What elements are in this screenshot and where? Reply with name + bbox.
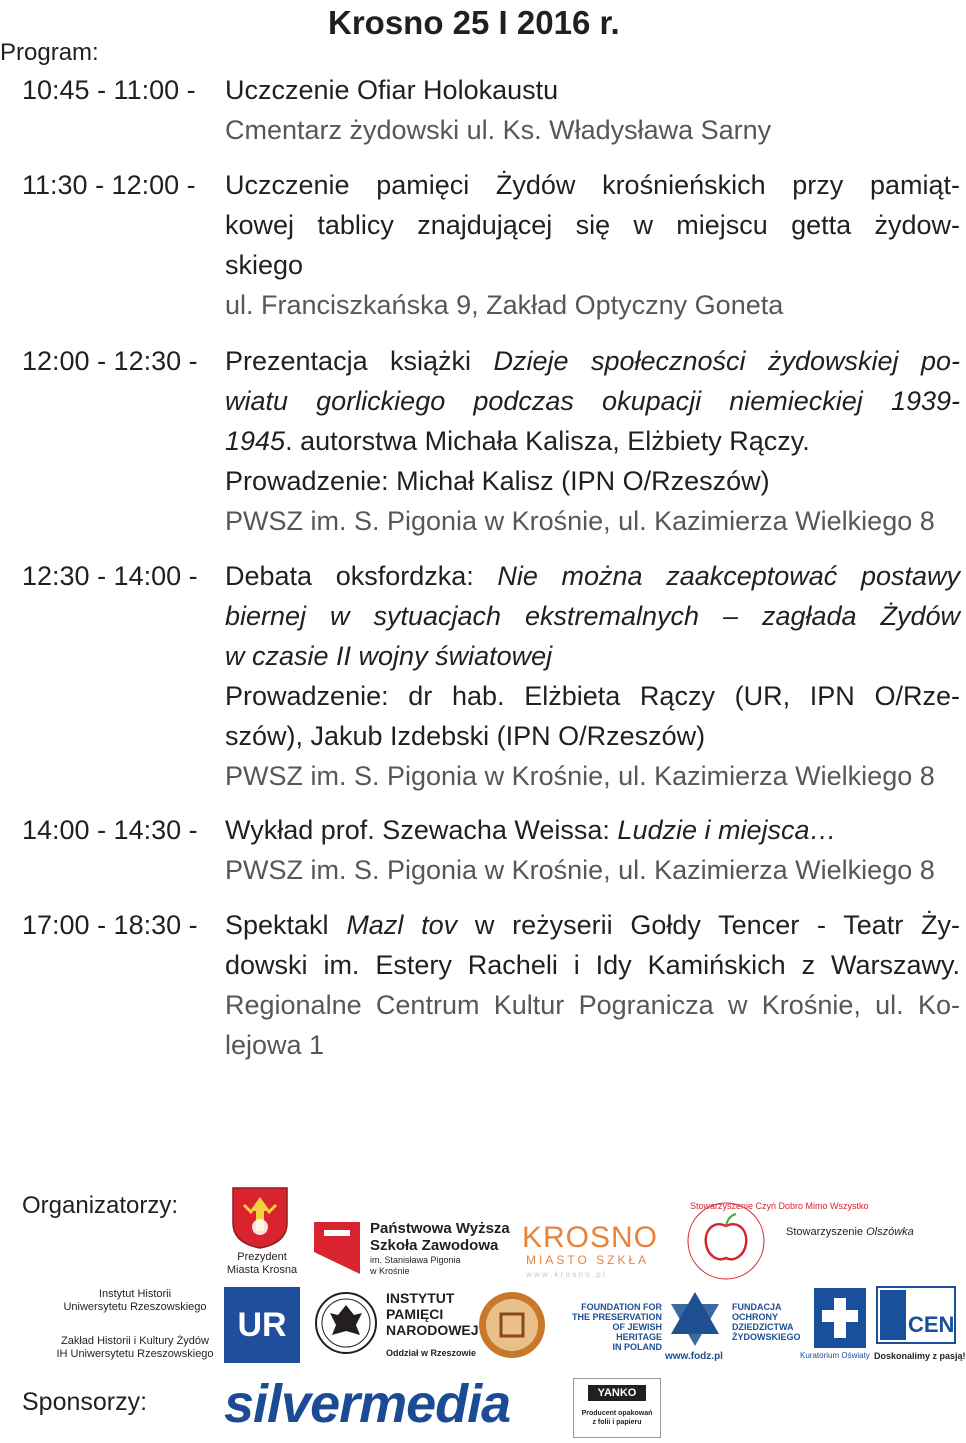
event-line	[225, 341, 960, 381]
debate-title: w czasie II wojny światowej	[225, 641, 553, 671]
fodz-en-line: OF JEWISH HERITAGE	[612, 1322, 662, 1342]
debate-title: Nie można zaakceptować postawy	[497, 561, 960, 591]
ipn-name-line: NARODOWEJ	[386, 1322, 479, 1338]
event-location: Regionalne Centrum Kultur Pogranicza w Krośnie, ul. Ko-	[225, 990, 960, 1020]
stowarzyszenie-olszowka	[786, 1226, 914, 1239]
fodz-pl-line: FUNDACJA	[732, 1302, 782, 1312]
yanko-tagline-line: z folii i papieru	[592, 1419, 642, 1426]
pwsz-name-line: Państwowa Wyższa	[370, 1220, 510, 1237]
event-line: dowski im. Estery Racheli i Idy Kamińskich z Warszawy.	[225, 950, 960, 980]
krosno-subtitle: MIASTO SZKŁA	[526, 1253, 650, 1267]
yanko-tagline	[574, 1409, 660, 1427]
book-title: wiatu gorlickiego podczas okupacji niemieckiej 1939-	[225, 386, 960, 416]
krosno-coat-of-arms-logo	[230, 1185, 290, 1250]
pwsz-patron-line: w Krośnie	[370, 1266, 410, 1276]
sponsors-label: Sponsorzy:	[22, 1388, 148, 1416]
kuratorium-label: Kuratorium Oświaty	[800, 1351, 870, 1360]
fodz-en-line: IN POLAND	[612, 1342, 662, 1352]
zhk-label	[50, 1335, 220, 1361]
stowarzyszenie-olszowka-text: Stowarzyszenie	[786, 1226, 867, 1238]
event-description	[225, 810, 960, 890]
event-line	[225, 556, 960, 596]
krosno-logo: KROSNO	[522, 1221, 659, 1254]
event-location: lejowa 1	[225, 1030, 325, 1060]
event-text: Wykład prof. Szewacha Weissa:	[225, 815, 618, 845]
event-line: Uczczenie Ofiar Holokaustu	[225, 75, 559, 105]
event-text: Debata oksfordzka:	[225, 561, 498, 591]
event-host: szów), Jakub Izdebski (IPN O/Rzeszów)	[225, 721, 706, 751]
event-location: PWSZ im. S. Pigonia w Krośnie, ul. Kazimierza Wielkiego 8	[225, 506, 935, 536]
event-time: 12:30 - 14:00 -	[22, 561, 198, 591]
ur-logo-text: UR	[237, 1306, 287, 1344]
debate-title: biernej w sytuacjach ekstremalnych – zagłada Żydów	[225, 601, 960, 631]
pwsz-name-line: Szkoła Zawodowa	[370, 1237, 499, 1254]
book-title: Dzieje społeczności żydowskiej po-	[493, 346, 960, 376]
pwsz-logo-mark	[314, 1222, 360, 1274]
event-host: Prowadzenie: Michał Kalisz (IPN O/Rzeszów)	[225, 466, 770, 496]
event-line	[225, 421, 960, 461]
fodz-pl-name	[732, 1302, 801, 1342]
stowarzyszenie-olszowka-name: Olszówka	[866, 1226, 914, 1238]
event-time: 14:00 - 14:30 -	[22, 815, 198, 845]
ih-ur-line: Instytut Historii	[98, 1288, 172, 1300]
event-time: 12:00 - 12:30 -	[22, 346, 198, 376]
event-text: . autorstwa Michała Kalisza, Elżbiety Rączy.	[285, 426, 810, 456]
ipn-name-line: PAMIĘCI	[386, 1306, 444, 1322]
yanko-logo	[573, 1378, 661, 1438]
ih-ur-label	[50, 1288, 220, 1314]
event-location: PWSZ im. S. Pigonia w Krośnie, ul. Kazimierza Wielkiego 8	[225, 855, 935, 885]
fodz-en-line: FOUNDATION FOR	[581, 1302, 662, 1312]
fodz-en-line: THE PRESERVATION	[571, 1312, 662, 1322]
event-description	[225, 165, 960, 325]
event-description	[225, 341, 960, 541]
event-time: 11:30 - 12:00 -	[22, 170, 196, 200]
krosno-url: w w w . k r o s n o . p l	[526, 1270, 605, 1279]
zhk-line: IH Uniwersytetu Rzeszowskiego	[56, 1348, 214, 1360]
yanko-tagline-line: Producent opakowań	[581, 1410, 653, 1417]
event-line: Uczczenie pamięci Żydów krośnieńskich przy pamiąt-	[225, 170, 960, 200]
silvermedia-logo: silvermedia	[224, 1374, 511, 1434]
event-text: Spektakl	[225, 910, 347, 940]
fodz-url: www.fodz.pl	[665, 1351, 723, 1362]
event-description	[225, 905, 960, 1065]
event-text: Prezentacja książki	[225, 346, 494, 376]
organizers-label: Organizatorzy:	[22, 1192, 179, 1219]
pth-round-logo	[477, 1290, 547, 1360]
stowarzyszenie-ring-text: Stowarzyszenie Czyń Dobro Mimo Wszystko	[690, 1201, 869, 1211]
book-title: 1945	[225, 426, 286, 456]
ipn-eagle-logo	[314, 1285, 378, 1361]
ipn-name	[386, 1290, 479, 1338]
fodz-pl-line: OCHRONY	[732, 1312, 779, 1322]
fodz-star-logo	[664, 1288, 726, 1350]
kuratorium-cross-logo	[814, 1288, 866, 1348]
fodz-pl-line: DZIEDZICTWA	[732, 1322, 794, 1332]
program-label: Program:	[0, 39, 99, 66]
ih-ur-line: Uniwersytetu Rzeszowskiego	[63, 1301, 207, 1313]
event-line: kowej tablicy znajdującej się w miejscu getta żydow-	[225, 210, 960, 240]
ipn-name-line: INSTYTUT	[386, 1290, 455, 1306]
lecture-title: Ludzie i miejsca…	[617, 815, 837, 845]
pwsz-name	[370, 1220, 510, 1254]
yanko-name: YANKO	[588, 1385, 646, 1401]
event-description	[225, 70, 960, 150]
fodz-pl-line: ŻYDOWSKIEGO	[732, 1332, 801, 1342]
ur-logo	[224, 1287, 300, 1363]
ipn-branch: Oddział w Rzeszowie	[386, 1348, 477, 1358]
cen-mark	[880, 1290, 906, 1340]
play-title: Mazl tov	[346, 910, 458, 940]
page-title: Krosno 25 I 2016 r.	[328, 4, 620, 41]
event-location: ul. Franciszkańska 9, Zakład Optyczny Goneta	[225, 290, 784, 320]
event-description	[225, 556, 960, 796]
event-text: w reżyserii Gołdy Tencer - Teatr Ży-	[457, 910, 960, 940]
zhk-line: Zakład Historii i Kultury Żydów	[61, 1335, 209, 1347]
prezydent-caption: Prezydent Miasta Krosna	[226, 1251, 298, 1276]
cen-logo	[876, 1286, 956, 1344]
event-time: 17:00 - 18:30 -	[22, 910, 198, 940]
event-line	[225, 905, 960, 945]
cen-text: CEN	[908, 1312, 955, 1337]
event-location: Cmentarz żydowski ul. Ks. Władysława Sarny	[225, 115, 772, 145]
cen-slogan: Doskonalimy z pasją!	[874, 1351, 966, 1361]
pwsz-patron	[370, 1255, 461, 1277]
event-time: 10:45 - 11:00 -	[22, 75, 196, 105]
event-line: skiego	[225, 250, 304, 280]
pwsz-patron-line: im. Stanisława Pigonia	[370, 1255, 461, 1265]
event-location: PWSZ im. S. Pigonia w Krośnie, ul. Kazimierza Wielkiego 8	[225, 761, 935, 791]
event-line	[225, 810, 960, 850]
fodz-en-name	[566, 1302, 662, 1352]
event-host: Prowadzenie: dr hab. Elżbieta Rączy (UR, IPN O/Rze-	[225, 681, 960, 711]
